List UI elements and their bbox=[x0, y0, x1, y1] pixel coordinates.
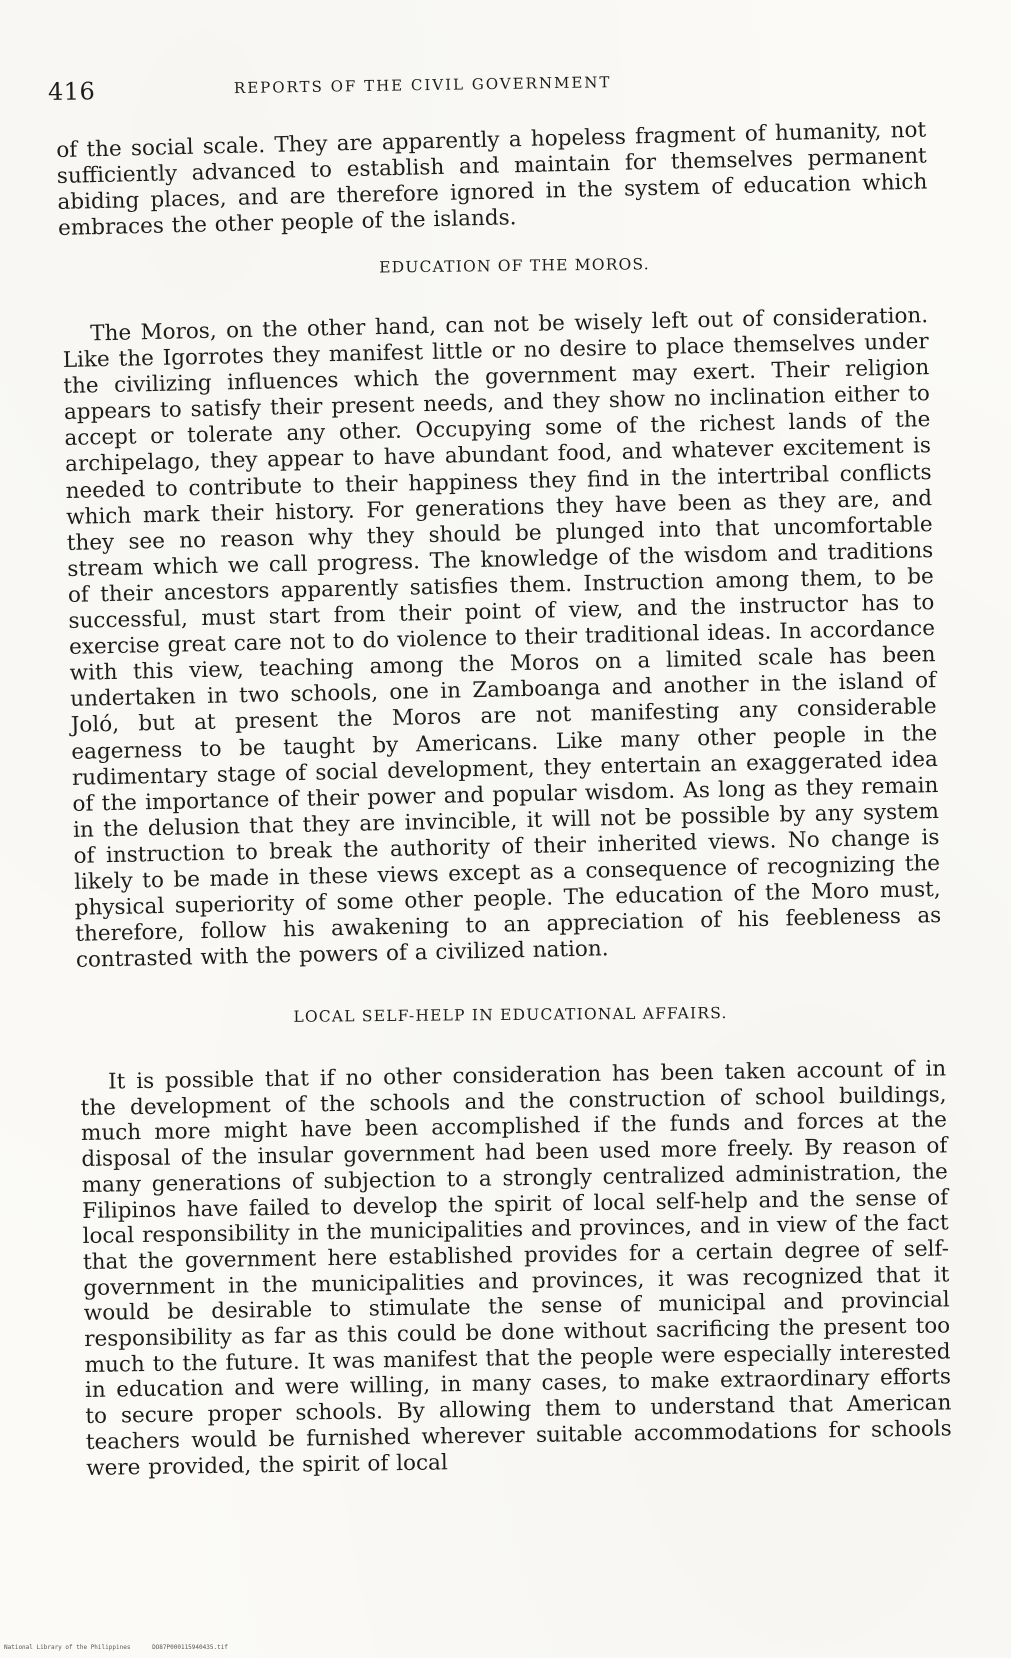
page-header bbox=[48, 67, 748, 108]
scan-footer bbox=[4, 1644, 246, 1651]
section-heading-self-help: LOCAL SELF-HELP IN EDUCATIONAL AFFAIRS. bbox=[293, 1004, 728, 1026]
paragraph-social-scale: of the social scale. They are apparently a hopeless fragment of humanity, not sufficiently advanced to establish and maintain for themselves permanent abiding places, and are therefore ignored in the system of education which embraces the other people of the islands. bbox=[56, 117, 928, 241]
paragraph-self-help: It is possible that if no other consideration has been taken account of in the development of the schools and the construction of school buildings, much more might have been accomplished if the funds and forces at the disposal of the insular government had been used more freely. By reason of many generations of subjection to a strongly centralized administration, the Filipinos have failed to develop the spirit of local self-help and the sense of local responsibility in the municipalities and provinces, and in view of the fact that the government here established provides for a certain degree of self-government in the municipalities and provinces, it was recognized that it would be desirable to stimulate the sense of municipal and provincial responsibility as far as this could be done without sacrificing the present too much to the future. It was manifest that the people were especially interested in education and were willing, in many cases, to make extraordinary efforts to secure proper schools. By allowing them to understand that American teachers would be furnished wherever suitable accommodations for schools were provided, the spirit of local bbox=[80, 1055, 952, 1480]
footer-library: National Library of the Philippines bbox=[4, 1644, 131, 1651]
running-head: REPORTS OF THE CIVIL GOVERNMENT bbox=[233, 73, 612, 98]
footer-file-id: DO87P000115940435.tif bbox=[152, 1644, 228, 1651]
section-heading-moros: EDUCATION OF THE MOROS. bbox=[379, 255, 650, 277]
paragraph-moros: The Moros, on the other hand, can not be wisely left out of consideration. Like the Igorrotes they manifest little or no desire to place themselves under the civilizing influences which the government may exert. Their religion appears to satisfy their present needs, and they show no inclination either to accept or tolerate any other. Occupying some of the richest lands of the archipelago, they appear to have abundant food, and whatever excitement is needed to contribute to their happiness they find in the intertribal conflicts which mark their history. For generations they have been as they are, and they see no reason why they should be plunged into that uncomfortable stream which we call progress. The knowledge of the wisdom and traditions of their ancestors apparently satisfies them. Instruction among them, to be successful, must start from their point of view, and the instructor has to exercise great care not to do violence to their traditional ideas. In accordance with this view, teaching among the Moros on a limited scale has been undertaken in two schools, one in Zamboanga and another in the island of Joló, but at present the Moros are not manifesting any considerable eagerness to be taught by Americans. Like many other people in the rudimentary stage of social development, they entertain an exaggerated idea of the importance of their power and popular wisdom. As long as they remain in the delusion that they are invincible, it will not be possible by any system of instruction to break the authority of their inherited views. No change is likely to be made in these views except as a consequence of recognizing the physical superiority of some other people. The education of the Moro must, therefore, follow his awakening to an appreciation of his feebleness as contrasted with the powers of a civilized nation. bbox=[62, 302, 942, 973]
page-number: 416 bbox=[47, 77, 96, 106]
